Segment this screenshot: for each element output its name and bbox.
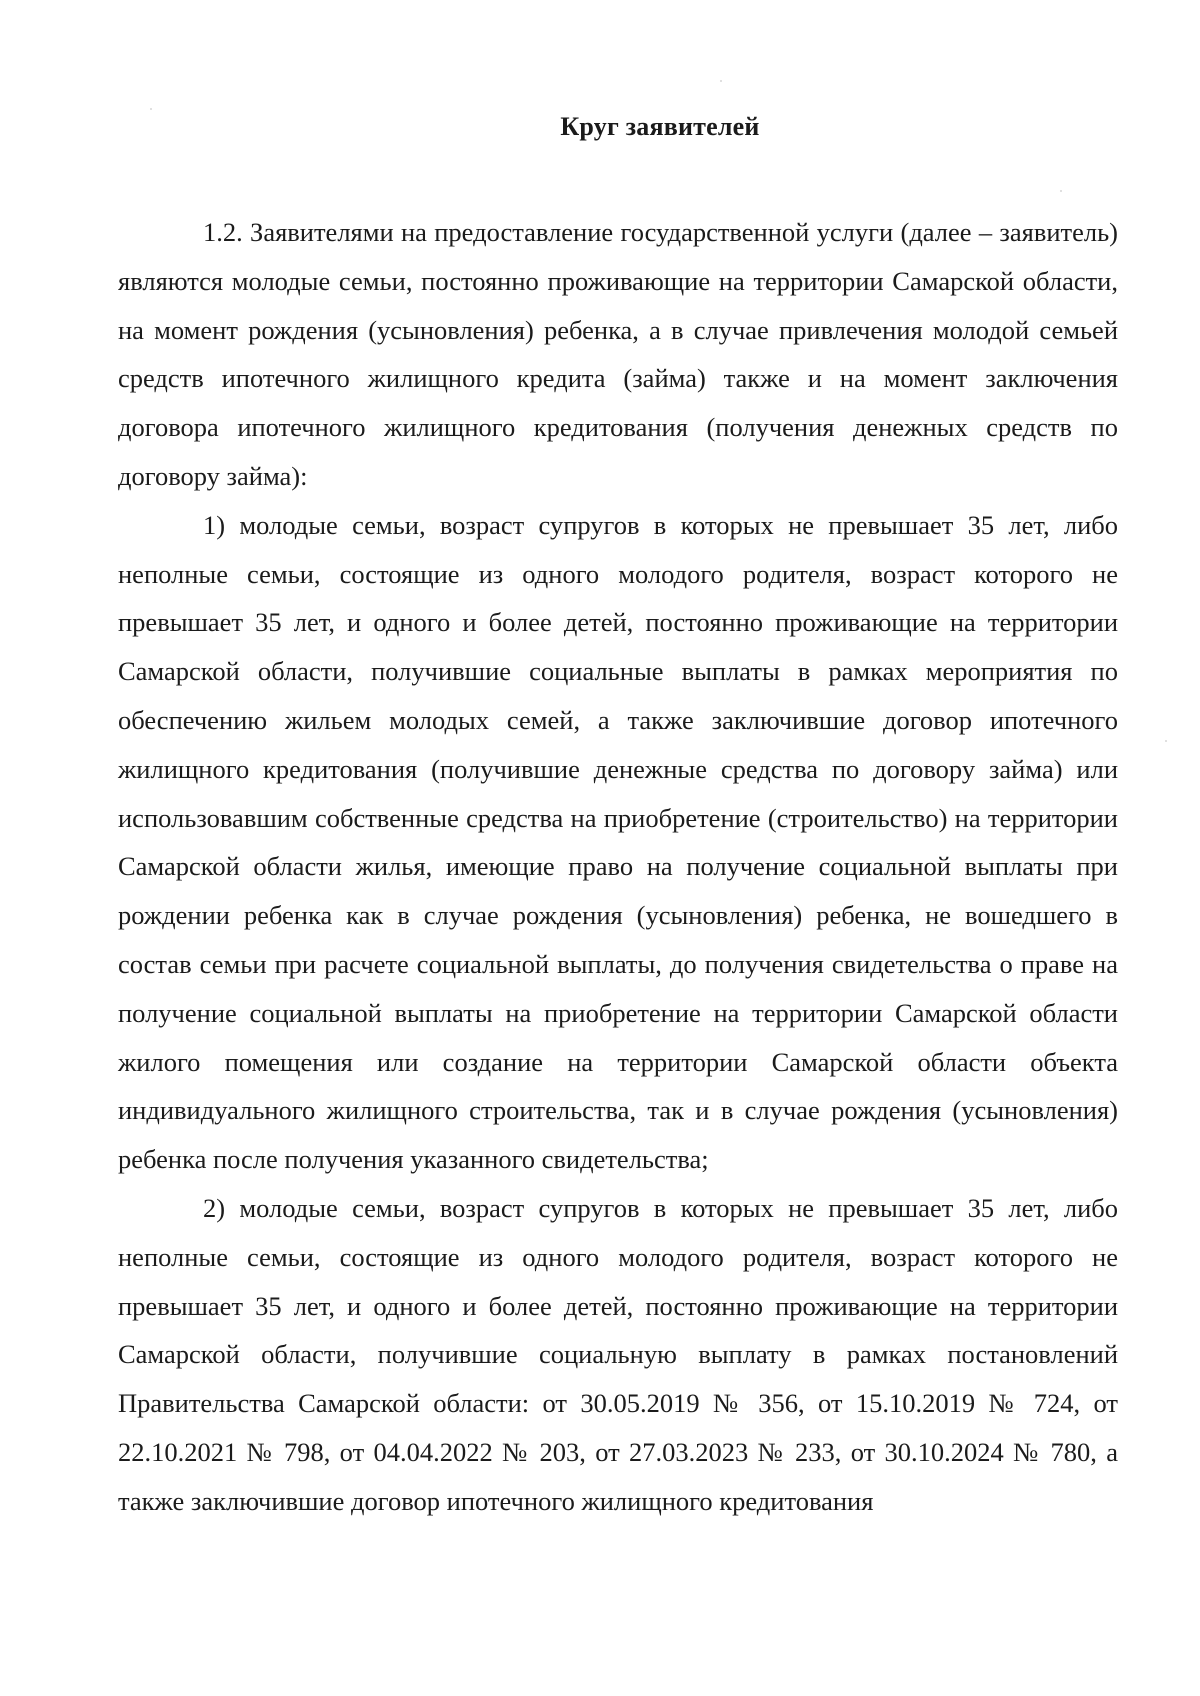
scan-noise [720,80,722,82]
paragraph-1-2: 1.2. Заявителями на предоставление государственной услуги (далее – заявитель) являются молодые семьи, постоянно проживающие на территории Самарской области, на момент рождения (усыновления) ребенка, а в случае привлечения молодой семьей средств ипотечного жилищного кредита (займа) также и на момент заключения договора ипотечного жилищного кредитования (получения денежных средств по договору займа): [118,217,1118,491]
list-item-2: 2) молодые семьи, возраст супругов в которых не превышает 35 лет, либо неполные семьи, состоящие из одного молодого родителя, возраст которого не превышает 35 лет, и одного и более детей, постоянно проживающие на территории Самарской области, получившие социальную выплату в рамках постановлений Правительства Самарской области: от 30.05.2019 № 356, от 15.10.2019 № 724, от 22.10.2021 № 798, от 04.04.2022 № 203, от 27.03.2023 № 233, от 30.10.2024 № 780, а также заключившие договор ипотечного жилищного кредитования [118,1192,1118,1516]
document-body [118,208,1118,1526]
scan-noise [1060,190,1062,192]
scan-noise [150,108,152,110]
scan-noise [1165,740,1167,742]
list-item-1: 1) молодые семьи, возраст супругов в которых не превышает 35 лет, либо неполные семьи, состоящие из одного молодого родителя, возраст которого не превышает 35 лет, и одного и более детей, постоянно проживающие на территории Самарской области, получившие социальные выплаты в рамках мероприятия по обеспечению жильем молодых семей, а также заключившие договор ипотечного жилищного кредитования (получившие денежные средства по договору займа) или использовавшим собственные средства на приобретение (строительство) на территории Самарской области жилья, имеющие право на получение социальной выплаты при рождении ребенка как в случае рождения (усыновления) ребенка, не вошедшего в состав семьи при расчете социальной выплаты, до получения свидетельства о праве на получение социальной выплаты на приобретение на территории Самарской области жилого помещения или создание на территории Самарской области объекта индивидуального жилищного строительства, так и в случае рождения (усыновления) ребенка после получения указанного свидетельства; [118,509,1118,1175]
section-title: Круг заявителей [560,112,760,141]
